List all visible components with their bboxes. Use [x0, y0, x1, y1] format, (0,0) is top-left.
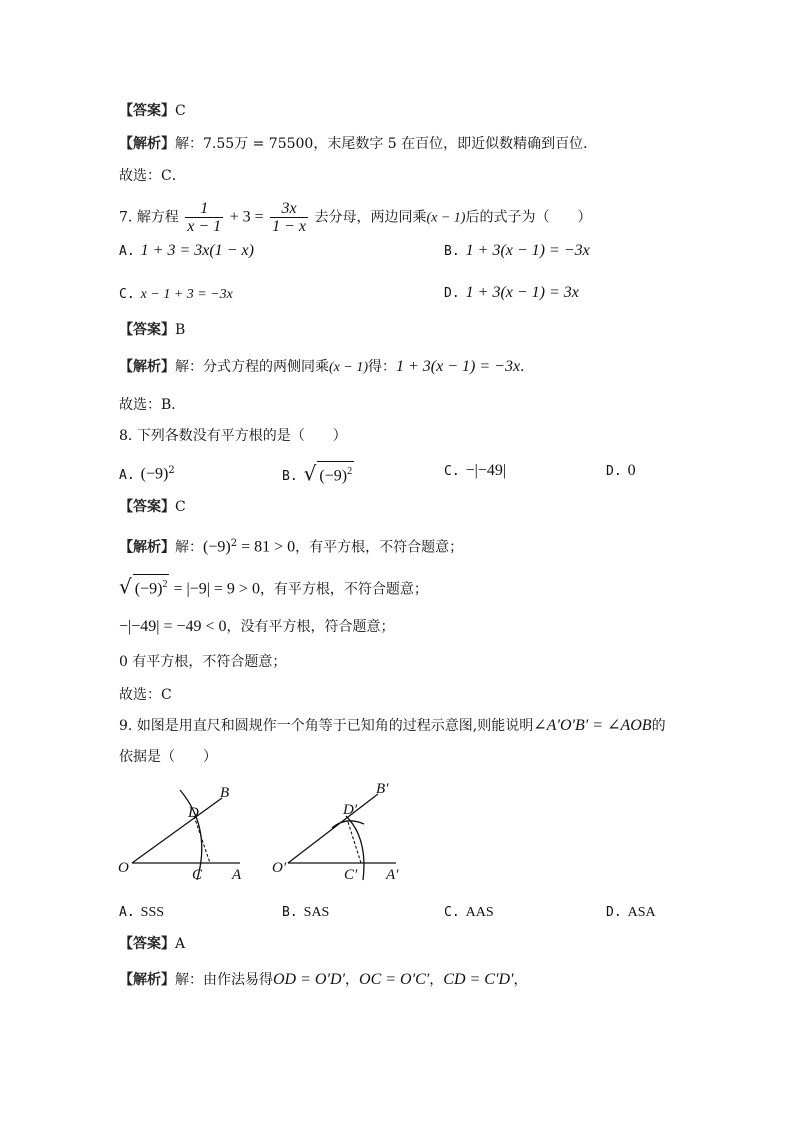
q7-stem-text-2: 去分母，两边同乘 [314, 209, 427, 226]
analysis-text: 解：7.55万 = 75500，末尾数字 5 在百位，即近似数精确到百位． [175, 136, 598, 152]
option-label: D. [444, 286, 460, 301]
option-label: B. [282, 469, 298, 485]
sqrt-icon: √ [303, 461, 317, 486]
option-label: A. [119, 244, 135, 259]
option-text: 0 [627, 462, 636, 479]
option-label: D. [606, 905, 622, 920]
option-text: ASA [627, 905, 656, 920]
answer-tag: 【答案】 [119, 103, 175, 119]
ray-ob [132, 798, 222, 863]
q8-analysis-line-4: 0 有平方根，不符合题意； [119, 654, 287, 670]
option-label: D. [606, 464, 622, 479]
construction-figure [110, 776, 420, 886]
label-o: O [118, 860, 129, 876]
separator: ， [345, 972, 360, 988]
q7-stem-end: 后的式子为（ ） [465, 209, 592, 226]
answer-tag: 【答案】 [119, 499, 175, 515]
q8-conclusion: 故选：C [119, 687, 172, 703]
analysis-tag: 【解析】 [119, 539, 175, 556]
option-text: (−9) [319, 467, 348, 485]
expr-2: = |−9| = 9 > 0 [169, 580, 260, 598]
answer-value: C [175, 499, 186, 515]
q8-stem [119, 426, 347, 446]
radicand [133, 574, 170, 599]
frac-num: 1 [185, 200, 223, 218]
separator: ， [429, 972, 444, 988]
equation-1: OD = O′D′ [273, 971, 346, 988]
radicand [317, 461, 354, 486]
question-number: 9. [119, 718, 133, 734]
analysis-text: ，没有平方根，符合题意； [226, 619, 395, 635]
q9-stem-line-2: 依据是（ ） [119, 749, 217, 765]
q7-stem [119, 200, 591, 235]
option-exponent: 2 [347, 466, 353, 477]
answer-tag: 【答案】 [119, 322, 175, 338]
option-text: SSS [140, 905, 165, 920]
q8-option-d[interactable] [606, 461, 636, 482]
q9-option-b[interactable] [282, 902, 329, 923]
option-label: C. [444, 464, 460, 479]
expr-exponent: 2 [162, 579, 168, 590]
q7-conclusion: 故选：B． [119, 397, 186, 413]
expr: (−9) [203, 538, 231, 556]
equation-2: OC = O′C′ [359, 971, 430, 988]
q8-analysis-line-3 [119, 617, 395, 637]
label-o-prime: O′ [272, 860, 287, 876]
figure-right [272, 781, 399, 883]
label-d: D [188, 805, 199, 821]
fraction-1 [185, 200, 223, 235]
option-text: 1 + 3(x − 1) = 3x [465, 284, 579, 301]
expr: (−9) [134, 580, 163, 598]
q7-option-c[interactable] [119, 284, 233, 305]
q6-analysis-line [119, 134, 597, 154]
option-label: C. [444, 905, 460, 920]
q9-stem-text-2: 的 [651, 718, 666, 734]
option-exponent: 2 [168, 465, 175, 476]
option-label: A. [119, 905, 135, 920]
frac-den: x − 1 [187, 218, 222, 235]
answer-value: A [175, 936, 186, 952]
answer-value: B [175, 322, 186, 338]
option-label: A. [119, 467, 135, 483]
q9-option-a[interactable] [119, 902, 164, 923]
analysis-text: ，有平方根，不符合题意； [259, 581, 428, 598]
frac-den: 1 − x [272, 218, 307, 235]
q9-analysis-line [119, 970, 528, 990]
option-text: AAS [465, 905, 494, 920]
q7-option-a[interactable] [119, 241, 254, 262]
option-text: SAS [303, 905, 330, 920]
option-text: 1 + 3(x − 1) = −3x [465, 242, 590, 259]
multiplier-expr: (x − 1) [426, 210, 466, 226]
analysis-end: ． [520, 359, 535, 375]
equation-3: CD = C′D′ [443, 971, 514, 988]
label-a-prime: A′ [386, 867, 399, 883]
question-number: 7. [119, 209, 133, 226]
analysis-expr: 1 + 3(x − 1) = −3x [396, 358, 521, 375]
answer-value: C [175, 103, 186, 119]
q6-answer-line [119, 101, 186, 121]
option-text: 1 + 3 = 3x(1 − x) [140, 242, 254, 259]
option-text: (−9) [140, 465, 169, 483]
q9-option-d[interactable] [606, 902, 656, 923]
separator: ， [513, 972, 528, 988]
label-b-prime: B′ [376, 781, 389, 797]
q8-analysis-line-2 [119, 574, 428, 599]
plus-three: + 3 = [229, 208, 264, 226]
q8-analysis-line-1 [119, 534, 463, 558]
question-number: 8. [119, 428, 133, 444]
label-c: C [192, 867, 203, 883]
analysis-tag: 【解析】 [119, 359, 175, 375]
expr-2: = 81 > 0 [237, 538, 296, 556]
expr-exponent: 2 [230, 538, 238, 549]
option-text: x − 1 + 3 = −3x [140, 287, 233, 302]
figure-left [118, 785, 242, 883]
expr: −|−49| = −49 < 0 [119, 618, 227, 635]
frac-num: 3x [270, 200, 308, 218]
segment-c-d-prime [348, 822, 361, 863]
q6-conclusion: 故选：C． [119, 168, 186, 184]
analysis-tag: 【解析】 [119, 972, 175, 988]
q8-option-a[interactable] [119, 461, 175, 486]
analysis-tag: 【解析】 [119, 136, 175, 152]
option-label: B. [282, 905, 298, 920]
q9-option-c[interactable] [444, 902, 494, 923]
q9-stem-line-1 [119, 716, 666, 736]
q7-answer-line [119, 320, 185, 340]
q9-answer-line [119, 934, 185, 954]
label-d-prime: D′ [343, 802, 358, 818]
option-text: −|−49| [465, 462, 507, 479]
multiplier-expr: (x − 1) [329, 360, 368, 375]
q7-stem-text: 解方程 [136, 209, 179, 226]
analysis-text: 解：分式方程的两侧同乘 [175, 359, 329, 375]
label-b: B [220, 785, 230, 801]
option-label: B. [444, 244, 460, 259]
answer-tag: 【答案】 [119, 936, 175, 952]
q9-stem-text: 如图是用直尺和圆规作一个角等于已知角的过程示意图,则能说明 [136, 718, 534, 734]
angle-expr: ∠A′O′B′ = ∠AOB [533, 717, 652, 734]
analysis-text: 解：由作法易得 [175, 972, 273, 988]
q7-option-b[interactable] [444, 241, 590, 262]
q8-option-b[interactable] [282, 461, 354, 487]
label-c-prime: C′ [344, 867, 358, 883]
label-a: A [232, 867, 242, 883]
q8-stem-text: 下列各数没有平方根的是（ ） [136, 428, 347, 444]
q8-answer-line [119, 497, 186, 517]
arc-d-prime [332, 821, 364, 828]
sqrt-icon: √ [119, 574, 132, 599]
analysis-text-2: 得： [368, 359, 396, 375]
q7-option-d[interactable] [444, 283, 579, 304]
q7-analysis-line [119, 357, 534, 378]
q8-option-c[interactable] [444, 461, 506, 482]
analysis-text: ，有平方根，不符合题意； [295, 539, 464, 556]
analysis-prefix: 解： [175, 539, 203, 556]
option-label: C. [119, 287, 135, 302]
ray-o-b-prime [288, 794, 378, 863]
fraction-2 [270, 200, 308, 235]
